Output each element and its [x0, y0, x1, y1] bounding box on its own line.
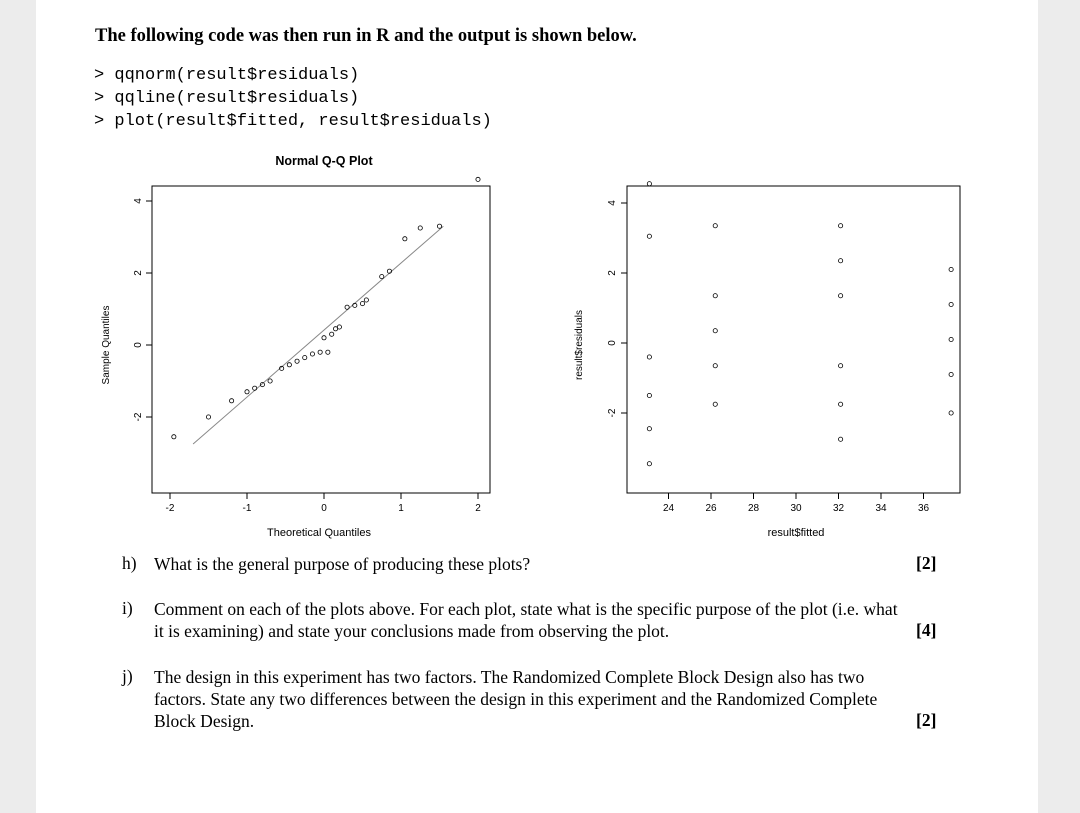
- section-heading: The following code was then run in R and the output is shown below.: [95, 26, 637, 46]
- residual-point: [647, 234, 651, 238]
- code-line-plot: > plot(result$fitted, result$residuals): [94, 112, 492, 131]
- code-line-qqnorm: > qqnorm(result$residuals): [94, 66, 360, 85]
- residual-point: [647, 427, 651, 431]
- qq-point: [322, 336, 326, 340]
- qq-ytick-label: 4: [133, 198, 144, 204]
- residual-xtick-label: 28: [747, 503, 760, 514]
- qq-plot-frame: [152, 186, 490, 493]
- residual-plot-xlabel: result$fitted: [767, 527, 825, 539]
- qq-point: [253, 386, 257, 390]
- question-j-text-line3: Block Design.: [154, 711, 255, 731]
- residual-point: [949, 372, 953, 376]
- residual-point: [713, 402, 717, 406]
- qq-point: [287, 363, 291, 367]
- qq-ytick-label: -2: [133, 412, 144, 422]
- residual-plot-frame: [627, 186, 960, 493]
- residual-point: [647, 393, 651, 397]
- qq-plot: [101, 154, 490, 539]
- qq-point: [303, 356, 307, 360]
- qq-point: [310, 352, 314, 356]
- residual-point: [839, 259, 843, 263]
- residual-point: [647, 355, 651, 359]
- question-h-text: What is the general purpose of producing these plots?: [154, 554, 531, 574]
- qq-reference-line: [193, 226, 443, 444]
- residual-point: [949, 267, 953, 271]
- qq-ytick-label: 0: [133, 342, 144, 348]
- question-i-text-line2: it is examining) and state your conclusions made from observing the plot.: [154, 621, 670, 641]
- code-line-qqline: > qqline(result$residuals): [94, 89, 360, 108]
- residual-point: [839, 224, 843, 228]
- residual-point: [839, 437, 843, 441]
- residual-xtick-label: 26: [705, 503, 717, 514]
- qq-point: [330, 332, 334, 336]
- residual-point: [647, 182, 651, 186]
- qq-point: [206, 415, 210, 419]
- residual-ytick-label: 0: [607, 340, 618, 346]
- question-h-marks: [2]: [916, 553, 937, 573]
- question-h-label: h): [122, 553, 137, 573]
- qq-point: [295, 359, 299, 363]
- qq-ytick-label: 2: [133, 270, 144, 276]
- qq-point: [245, 390, 249, 394]
- qq-point: [476, 177, 480, 181]
- residual-point: [839, 402, 843, 406]
- qq-xtick-label: 2: [475, 503, 481, 514]
- residual-point: [713, 329, 717, 333]
- residual-point: [647, 462, 651, 466]
- residual-ytick-label: 2: [607, 270, 618, 276]
- residual-xtick-label: 30: [790, 503, 802, 514]
- qq-xtick-label: 0: [321, 503, 327, 514]
- qq-point: [318, 350, 322, 354]
- qq-point: [268, 379, 272, 383]
- qq-point: [326, 350, 330, 354]
- residual-point: [839, 294, 843, 298]
- document-page: [36, 0, 1038, 813]
- qq-plot-title: Normal Q-Q Plot: [275, 154, 373, 168]
- qq-point: [437, 224, 441, 228]
- question-j-label: j): [122, 666, 133, 686]
- qq-point: [333, 327, 337, 331]
- residual-xtick-label: 36: [917, 503, 930, 514]
- residual-point: [713, 294, 717, 298]
- question-i-text-line1: Comment on each of the plots above. For each plot, state what is the specific purpose of the plot (i.e. what: [154, 599, 898, 619]
- residual-point: [949, 337, 953, 341]
- residual-ytick-label: -2: [607, 408, 618, 418]
- residual-xtick-label: 34: [875, 503, 887, 514]
- residual-plot: [574, 182, 960, 539]
- qq-point: [345, 305, 349, 309]
- residual-point: [713, 364, 717, 368]
- residual-xtick-label: 32: [832, 503, 845, 514]
- residual-plot-ylabel: result$residuals: [574, 309, 585, 381]
- qq-plot-xlabel: Theoretical Quantiles: [267, 527, 371, 539]
- question-j-marks: [2]: [916, 710, 937, 730]
- qq-xtick-label: -2: [165, 503, 175, 514]
- qq-point: [364, 298, 368, 302]
- residual-point: [713, 224, 717, 228]
- residual-ytick-label: 4: [607, 200, 618, 206]
- qq-point: [403, 237, 407, 241]
- qq-point: [418, 226, 422, 230]
- question-j-text-line2: factors. State any two differences between the design in this experiment and the Randomized Complete: [154, 689, 878, 709]
- qq-point: [360, 302, 364, 306]
- qq-xtick-label: 1: [398, 503, 404, 514]
- question-j-text-line1: The design in this experiment has two factors. The Randomized Complete Block Design also has two: [154, 667, 865, 687]
- qq-point: [230, 399, 234, 403]
- residual-point: [949, 302, 953, 306]
- r-output-plots: [94, 150, 930, 545]
- qq-plot-ylabel: Sample Quantiles: [101, 305, 112, 385]
- qq-xtick-label: -1: [242, 503, 252, 514]
- question-i-marks: [4]: [916, 620, 937, 640]
- residual-point: [949, 411, 953, 415]
- question-i-label: i): [122, 598, 133, 618]
- residual-point: [839, 364, 843, 368]
- qq-point: [380, 275, 384, 279]
- qq-point: [172, 435, 176, 439]
- residual-xtick-label: 24: [662, 503, 675, 514]
